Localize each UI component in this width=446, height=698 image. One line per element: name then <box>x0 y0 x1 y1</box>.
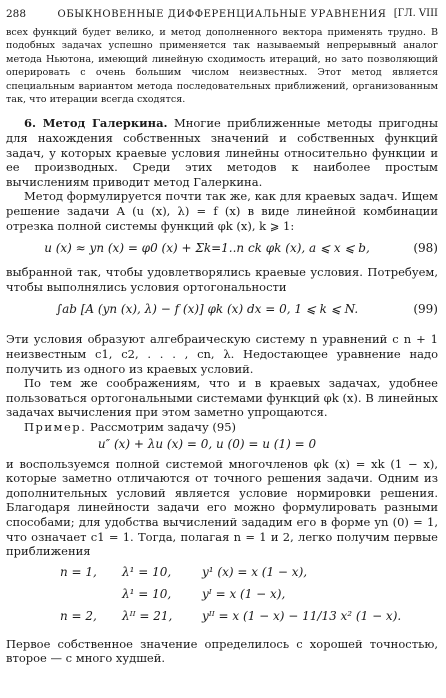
equation-98-body: u (x) ≈ yn (x) = φ0 (x) + Σk=1..n ck φk (x), a ⩽ x ⩽ b, <box>44 241 370 256</box>
page-number: 288 <box>6 8 27 20</box>
page-body <box>6 26 438 666</box>
results-y: y¹ (x) = x (1 − x), <box>202 564 308 579</box>
results-row <box>60 587 438 609</box>
equation-99 <box>6 294 438 332</box>
section-paragraph-1 <box>6 116 438 189</box>
section-text-1: Многие приближенные методы пригодны для нахождения собственных значений и собственных функций задач, у которых краевые условия линейны относительно функции и ее производных. Среди этих методов к наиболее простым вычислениям приводит метод Галеркина. <box>6 116 439 189</box>
example-paragraph <box>6 420 438 435</box>
intro-paragraph: всех функций будет велико, и метод дополненного вектора применять трудно. В подобных задачах успешно применяется так называемый непрерывный аналог метода Ньютона, имеющий линейную сходимость итераций, но зато позволяющий оперировать с очень большим числом неизвестных. Этот метод является специальным вариантом метода последовательных приближений, организованным так, что итерации всегда сходятся. <box>6 27 438 106</box>
results-y: yᴵ = x (1 − x), <box>202 586 286 601</box>
equation-99-body: ∫ab [A (yn (x), λ) − f (x)] φk (x) dx = 0, 1 ⩽ k ⩽ N. <box>55 302 359 317</box>
example-label: Пример. <box>24 419 87 434</box>
section-heading: 6. Метод Галеркина. <box>24 116 168 131</box>
section-paragraph-4: Эти условия образуют алгебраическую систему n уравнений с n + 1 неизвестным c1, c2, . . . , cn, λ. Недостающее уравнение надо получить из одного из краевых условий. <box>6 332 438 376</box>
closing-paragraph: Первое собственное значение определилось с хорошей точностью, второе — с много худшей. <box>6 636 438 666</box>
equation-95 <box>6 435 438 457</box>
chapter-ref: [ГЛ. VIII <box>393 8 438 19</box>
results-lambda: λ¹ = 10, <box>122 564 172 579</box>
results-n: n = 1, <box>60 564 97 579</box>
equation-98-number: (98) <box>413 241 438 256</box>
section-paragraph-6: и воспользуемся полной системой многочленов φk (x) = xk (1 − x), которые заметно отличаются от точного решения задачи. Одним из дополнительных условий является условие нормировки решения. Благодаря линейности задачи его можно формулировать разными способами; для удобства вычислений зададим его в форме yn (0) = 1, что означает c1 = 1. Тогда, полагая n = 1 и 2, легко получим первые приближения <box>6 456 438 559</box>
running-title: ОБЫКНОВЕННЫЕ ДИФФЕРЕНЦИАЛЬНЫЕ УРАВНЕНИЯ <box>57 9 387 20</box>
equation-98 <box>6 233 438 265</box>
results-n: n = 2, <box>60 608 97 623</box>
section-paragraph-2: Метод формулируется почти так же, как для краевых задач. Ищем решение задачи A (u (x), λ) = f (x) в виде линейной комбинации отрезка полной системы функций φk (x), k ⩾ 1: <box>6 189 438 233</box>
section-paragraph-5: По тем же соображениям, что и в краевых задачах, удобнее пользоваться ортогональными системами функций φk (x). В линейных задачах вычисления при этом заметно упрощаются. <box>6 376 438 420</box>
results-lambda: λ¹ = 10, <box>122 586 172 601</box>
equation-99-number: (99) <box>413 302 438 317</box>
results-row <box>60 565 438 587</box>
results-lambda: λᴵᴵ = 21, <box>122 608 173 623</box>
equation-95-body: u″ (x) + λu (x) = 0, u (0) = u (1) = 0 <box>97 436 317 451</box>
results-y: yᴵᴵ = x (1 − x) − 11/13 x² (1 − x). <box>202 608 402 623</box>
section-paragraph-3: выбранной так, чтобы удовлетворялись краевые условия. Потребуем, чтобы выполнялись условия ортогональности <box>6 265 438 294</box>
example-text: Рассмотрим задачу (95) <box>89 419 237 434</box>
page-header <box>6 8 438 22</box>
results-row <box>60 609 438 631</box>
results-table <box>60 565 438 631</box>
